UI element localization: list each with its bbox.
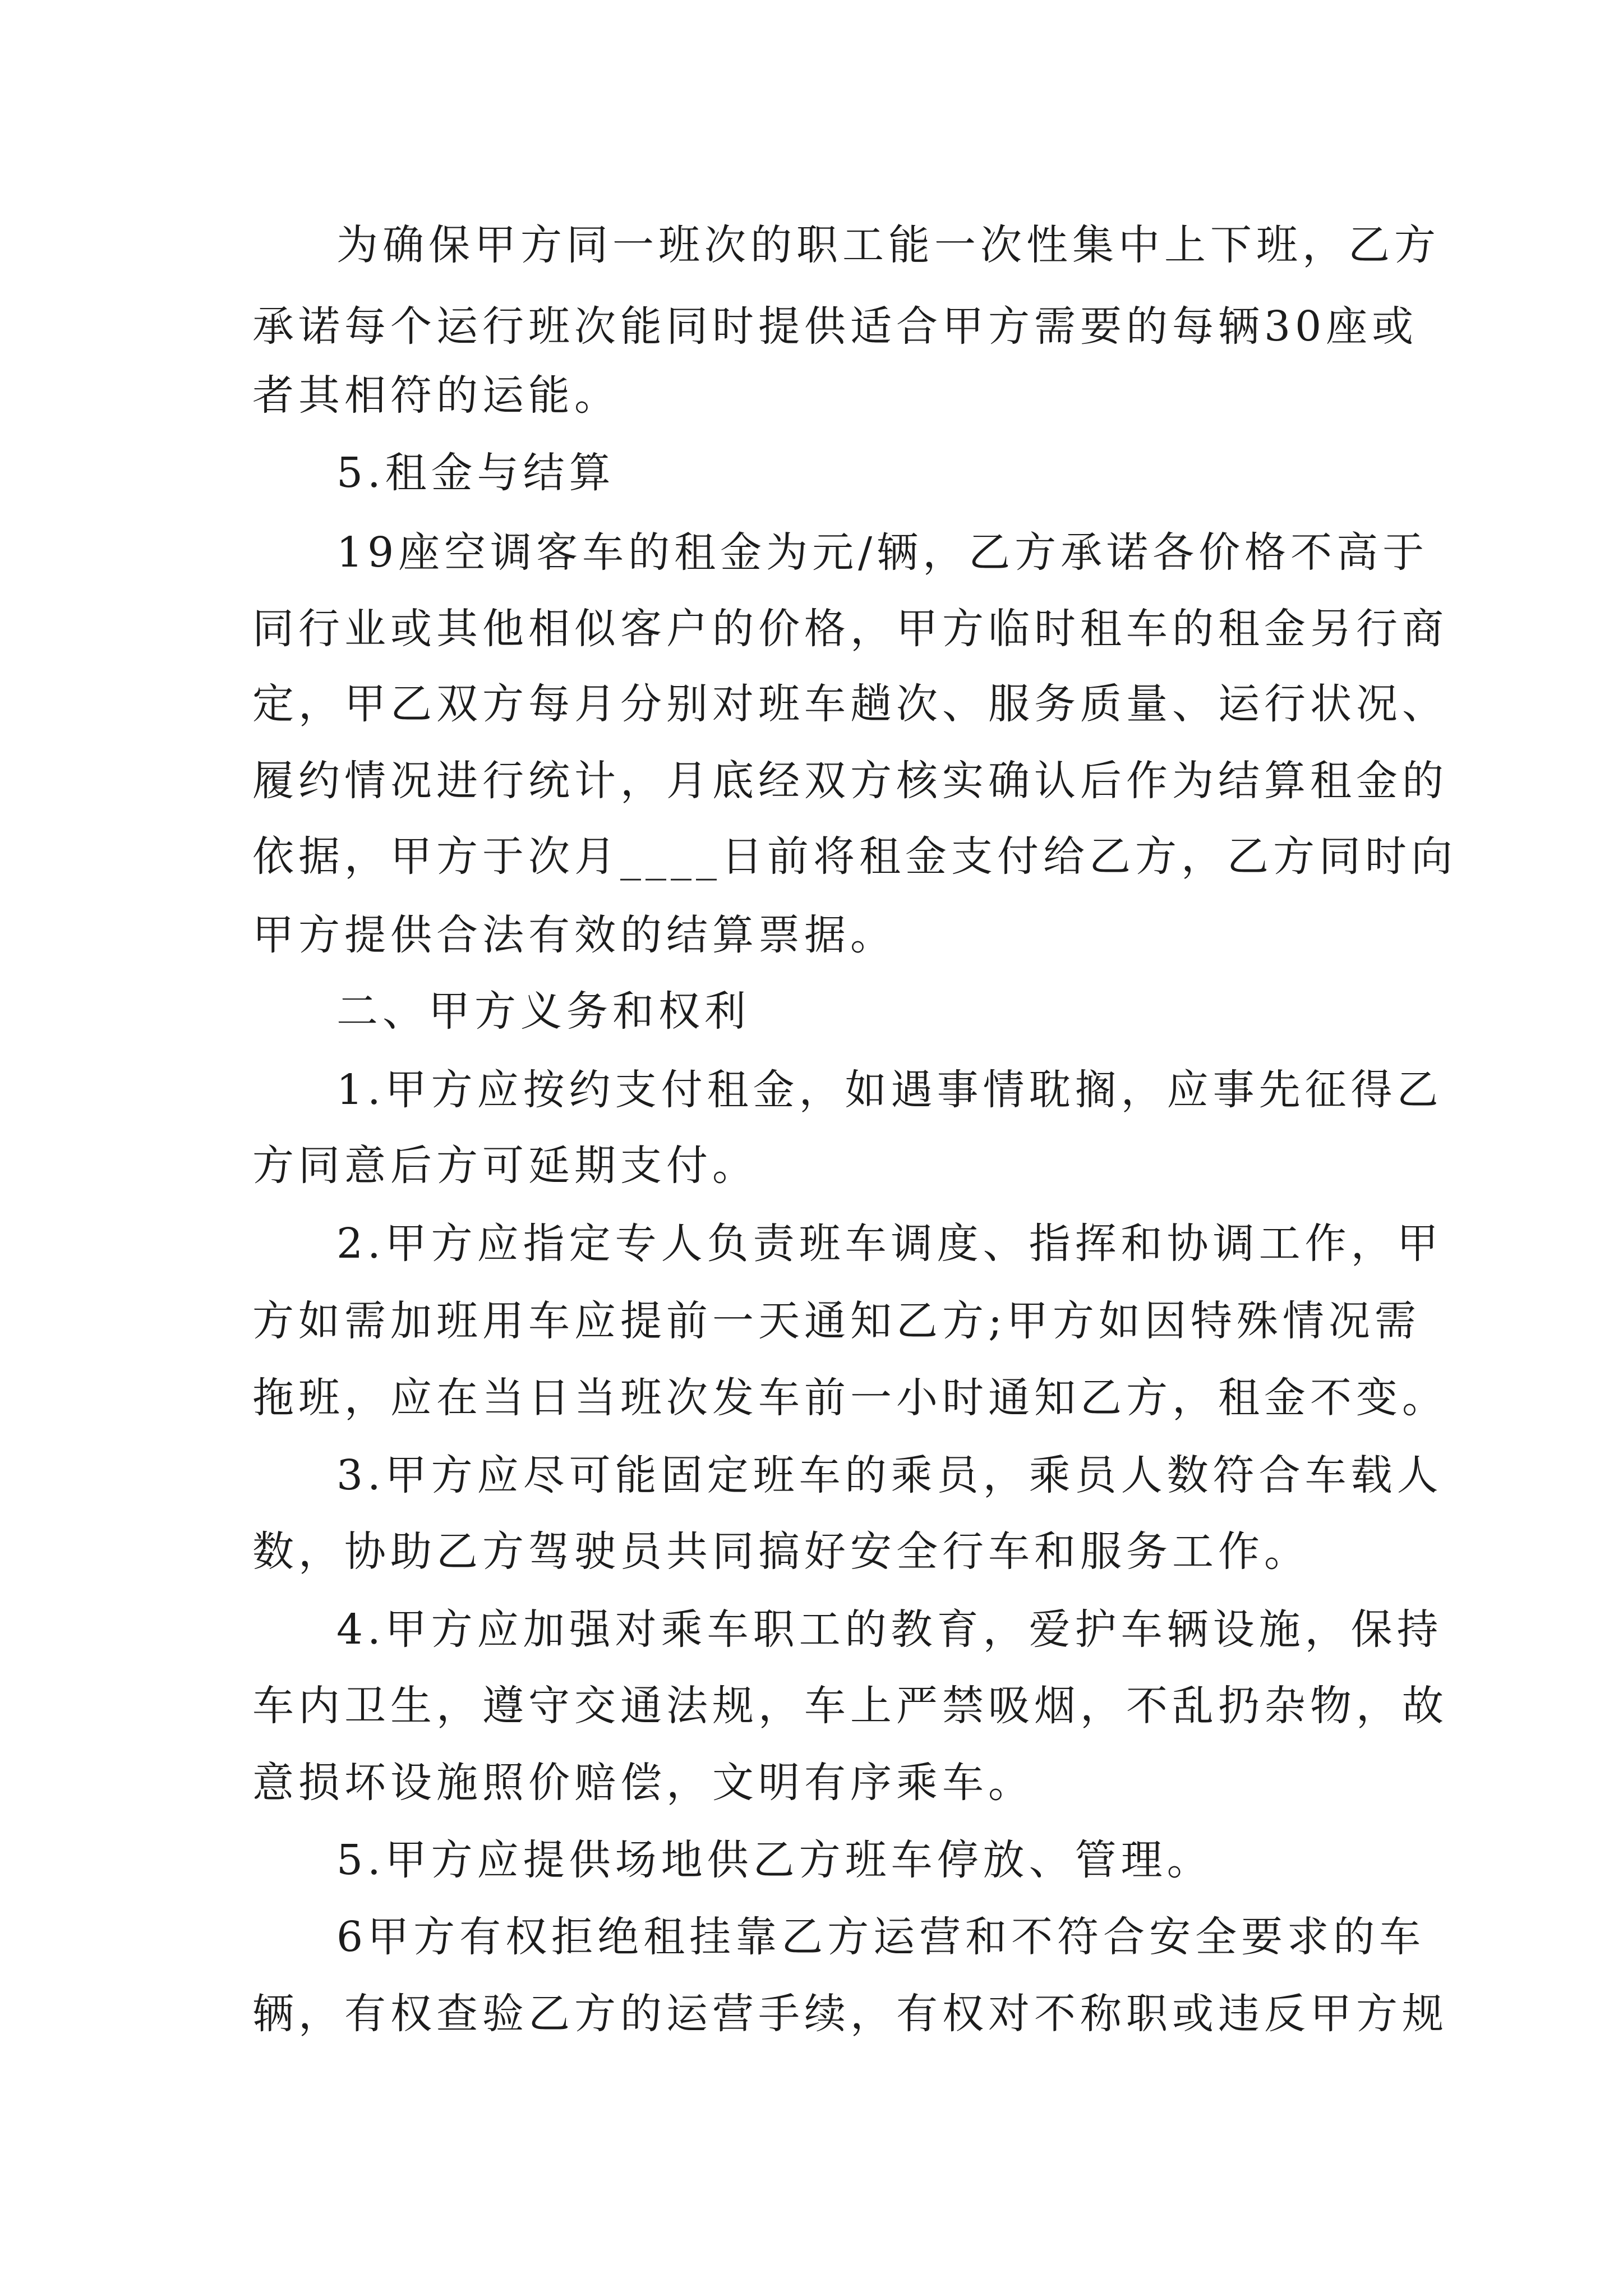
section-heading: 5.租金与结算	[336, 449, 615, 497]
paragraph-line: 数，协助乙方驾驶员共同搞好安全行车和服务工作。	[252, 1527, 1310, 1576]
paragraph-line: 意损坏设施照价赔偿，文明有序乘车。	[252, 1759, 1034, 1807]
paragraph-line: 车内卫生，遵守交通法规，车上严禁吸烟，不乱扔杂物，故	[252, 1682, 1448, 1730]
paragraph-line: 依据，甲方于次月____日前将租金支付给乙方，乙方同时向	[252, 832, 1457, 881]
paragraph-line: 5.甲方应提供场地供乙方班车停放、管理。	[336, 1836, 1213, 1884]
paragraph-line: 履约情况进行统计，月底经双方核实确认后作为结算租金的	[252, 757, 1448, 805]
paragraph-line: 方同意后方可延期支付。	[252, 1142, 758, 1190]
paragraph-line: 为确保甲方同一班次的职工能一次性集中上下班，乙方	[336, 221, 1440, 269]
paragraph-line: 定，甲乙双方每月分别对班车趟次、服务质量、运行状况、	[252, 680, 1448, 728]
paragraph-line: 辆，有权查验乙方的运营手续，有权对不称职或违反甲方规	[252, 1990, 1448, 2038]
paragraph-line: 4.甲方应加强对乘车职工的教育，爱护车辆设施，保持	[336, 1605, 1443, 1654]
paragraph-line: 2.甲方应指定专人负责班车调度、指挥和协调工作，甲	[336, 1220, 1443, 1268]
paragraph-line: 3.甲方应尽可能固定班车的乘员，乘员人数符合车载人	[336, 1451, 1443, 1499]
paragraph-line: 方如需加班用车应提前一天通知乙方;甲方如因特殊情况需	[252, 1297, 1421, 1345]
section-heading: 二、甲方义务和权利	[336, 987, 750, 1036]
paragraph-line: 甲方提供合法有效的结算票据。	[252, 911, 896, 959]
paragraph-line: 同行业或其他相似客户的价格，甲方临时租车的租金另行商	[252, 605, 1448, 653]
paragraph-line: 者其相符的运能。	[252, 371, 620, 420]
paragraph-line: 6甲方有权拒绝租挂靠乙方运营和不符合安全要求的车	[336, 1913, 1426, 1961]
paragraph-line: 1.甲方应按约支付租金，如遇事情耽搁，应事先征得乙	[336, 1066, 1443, 1114]
paragraph-line: 拖班，应在当日当班次发车前一小时通知乙方，租金不变。	[252, 1374, 1448, 1422]
paragraph-line: 19座空调客车的租金为元/辆，乙方承诺各价格不高于	[336, 528, 1429, 577]
paragraph-line: 承诺每个运行班次能同时提供适合甲方需要的每辆30座或	[252, 302, 1418, 351]
